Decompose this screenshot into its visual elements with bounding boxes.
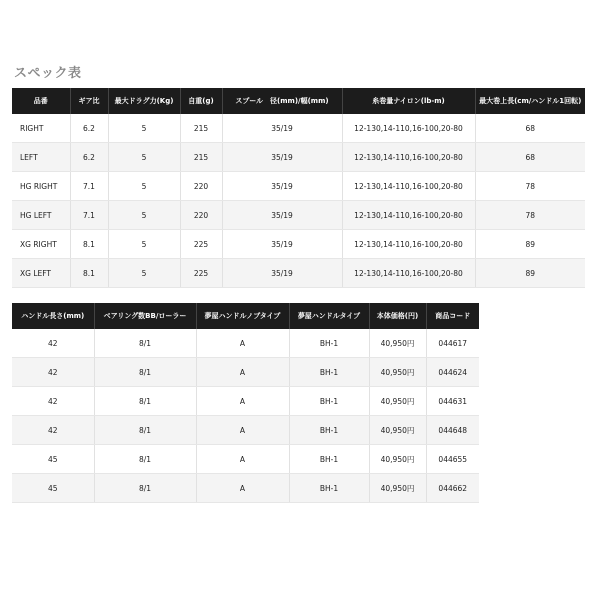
cell-max-retrieve: 78 — [475, 201, 585, 230]
cell-bearings: 8/1 — [94, 387, 196, 416]
cell-max-retrieve: 68 — [475, 114, 585, 143]
header-part-number: 品番 — [12, 88, 70, 114]
cell-gear-ratio: 8.1 — [70, 230, 108, 259]
cell-bearings: 8/1 — [94, 416, 196, 445]
cell-max-drag: 5 — [108, 201, 180, 230]
cell-handle-length: 42 — [12, 416, 94, 445]
cell-weight: 225 — [180, 230, 222, 259]
cell-knob-type: A — [196, 416, 289, 445]
header-price: 本体価格(円) — [369, 303, 426, 329]
cell-handle-type: BH-1 — [289, 358, 369, 387]
cell-spool-size: 35/19 — [222, 230, 342, 259]
table-row — [12, 259, 585, 288]
cell-spool-size: 35/19 — [222, 172, 342, 201]
cell-weight: 215 — [180, 143, 222, 172]
cell-max-drag: 5 — [108, 143, 180, 172]
cell-gear-ratio: 6.2 — [70, 114, 108, 143]
header-spool-size: スプール 径(mm)/幅(mm) — [222, 88, 342, 114]
cell-handle-length: 45 — [12, 445, 94, 474]
cell-max-retrieve: 78 — [475, 172, 585, 201]
cell-price: 40,950円 — [369, 358, 426, 387]
header-line-capacity: 糸巻量ナイロン(lb-m) — [342, 88, 475, 114]
cell-max-retrieve: 89 — [475, 230, 585, 259]
table-row — [12, 201, 585, 230]
cell-weight: 215 — [180, 114, 222, 143]
cell-handle-type: BH-1 — [289, 445, 369, 474]
cell-knob-type: A — [196, 358, 289, 387]
cell-spool-size: 35/19 — [222, 259, 342, 288]
table-row — [12, 230, 585, 259]
cell-max-retrieve: 68 — [475, 143, 585, 172]
cell-product-code: 044631 — [426, 387, 479, 416]
spec-table-secondary-header-row — [12, 303, 479, 329]
cell-product-code: 044648 — [426, 416, 479, 445]
spec-table-main — [12, 88, 585, 288]
cell-gear-ratio: 6.2 — [70, 143, 108, 172]
cell-gear-ratio: 7.1 — [70, 201, 108, 230]
header-handle-type: 夢屋ハンドルタイプ — [289, 303, 369, 329]
cell-price: 40,950円 — [369, 445, 426, 474]
cell-spool-size: 35/19 — [222, 201, 342, 230]
cell-part-number: HG LEFT — [12, 201, 70, 230]
cell-handle-length: 42 — [12, 358, 94, 387]
cell-gear-ratio: 8.1 — [70, 259, 108, 288]
spec-table-secondary — [12, 303, 479, 503]
cell-max-drag: 5 — [108, 259, 180, 288]
header-bearings: ベアリング数BB/ローラー — [94, 303, 196, 329]
header-handle-length: ハンドル長さ(mm) — [12, 303, 94, 329]
cell-handle-length: 42 — [12, 329, 94, 358]
cell-knob-type: A — [196, 329, 289, 358]
cell-max-drag: 5 — [108, 114, 180, 143]
cell-line-capacity: 12-130,14-110,16-100,20-80 — [342, 230, 475, 259]
cell-weight: 220 — [180, 172, 222, 201]
cell-weight: 220 — [180, 201, 222, 230]
cell-max-drag: 5 — [108, 172, 180, 201]
cell-handle-length: 45 — [12, 474, 94, 503]
cell-part-number: HG RIGHT — [12, 172, 70, 201]
cell-bearings: 8/1 — [94, 445, 196, 474]
cell-part-number: XG LEFT — [12, 259, 70, 288]
cell-gear-ratio: 7.1 — [70, 172, 108, 201]
cell-part-number: XG RIGHT — [12, 230, 70, 259]
cell-product-code: 044624 — [426, 358, 479, 387]
cell-weight: 225 — [180, 259, 222, 288]
cell-spool-size: 35/19 — [222, 114, 342, 143]
cell-price: 40,950円 — [369, 416, 426, 445]
cell-handle-length: 42 — [12, 387, 94, 416]
table-row — [12, 416, 479, 445]
cell-line-capacity: 12-130,14-110,16-100,20-80 — [342, 172, 475, 201]
header-weight: 自重(g) — [180, 88, 222, 114]
cell-price: 40,950円 — [369, 474, 426, 503]
cell-handle-type: BH-1 — [289, 474, 369, 503]
header-knob-type: 夢屋ハンドルノブタイプ — [196, 303, 289, 329]
cell-part-number: RIGHT — [12, 114, 70, 143]
cell-bearings: 8/1 — [94, 474, 196, 503]
cell-product-code: 044655 — [426, 445, 479, 474]
cell-part-number: LEFT — [12, 143, 70, 172]
table-row — [12, 387, 479, 416]
cell-price: 40,950円 — [369, 387, 426, 416]
cell-knob-type: A — [196, 474, 289, 503]
cell-bearings: 8/1 — [94, 329, 196, 358]
cell-spool-size: 35/19 — [222, 143, 342, 172]
header-gear-ratio: ギア比 — [70, 88, 108, 114]
table-row — [12, 329, 479, 358]
page-title: スペック表 — [14, 66, 82, 81]
cell-line-capacity: 12-130,14-110,16-100,20-80 — [342, 259, 475, 288]
cell-max-retrieve: 89 — [475, 259, 585, 288]
cell-knob-type: A — [196, 387, 289, 416]
cell-max-drag: 5 — [108, 230, 180, 259]
cell-knob-type: A — [196, 445, 289, 474]
cell-line-capacity: 12-130,14-110,16-100,20-80 — [342, 143, 475, 172]
table-row — [12, 445, 479, 474]
table-row — [12, 172, 585, 201]
header-max-drag: 最大ドラグ力(Kg) — [108, 88, 180, 114]
cell-bearings: 8/1 — [94, 358, 196, 387]
cell-line-capacity: 12-130,14-110,16-100,20-80 — [342, 114, 475, 143]
cell-product-code: 044617 — [426, 329, 479, 358]
cell-handle-type: BH-1 — [289, 329, 369, 358]
table-row — [12, 143, 585, 172]
table-row — [12, 114, 585, 143]
header-product-code: 商品コード — [426, 303, 479, 329]
cell-handle-type: BH-1 — [289, 387, 369, 416]
table-row — [12, 358, 479, 387]
spec-table-main-header-row — [12, 88, 585, 114]
cell-line-capacity: 12-130,14-110,16-100,20-80 — [342, 201, 475, 230]
cell-handle-type: BH-1 — [289, 416, 369, 445]
table-row — [12, 474, 479, 503]
header-max-retrieve: 最大巻上長(cm/ハンドル1回転) — [475, 88, 585, 114]
cell-price: 40,950円 — [369, 329, 426, 358]
cell-product-code: 044662 — [426, 474, 479, 503]
